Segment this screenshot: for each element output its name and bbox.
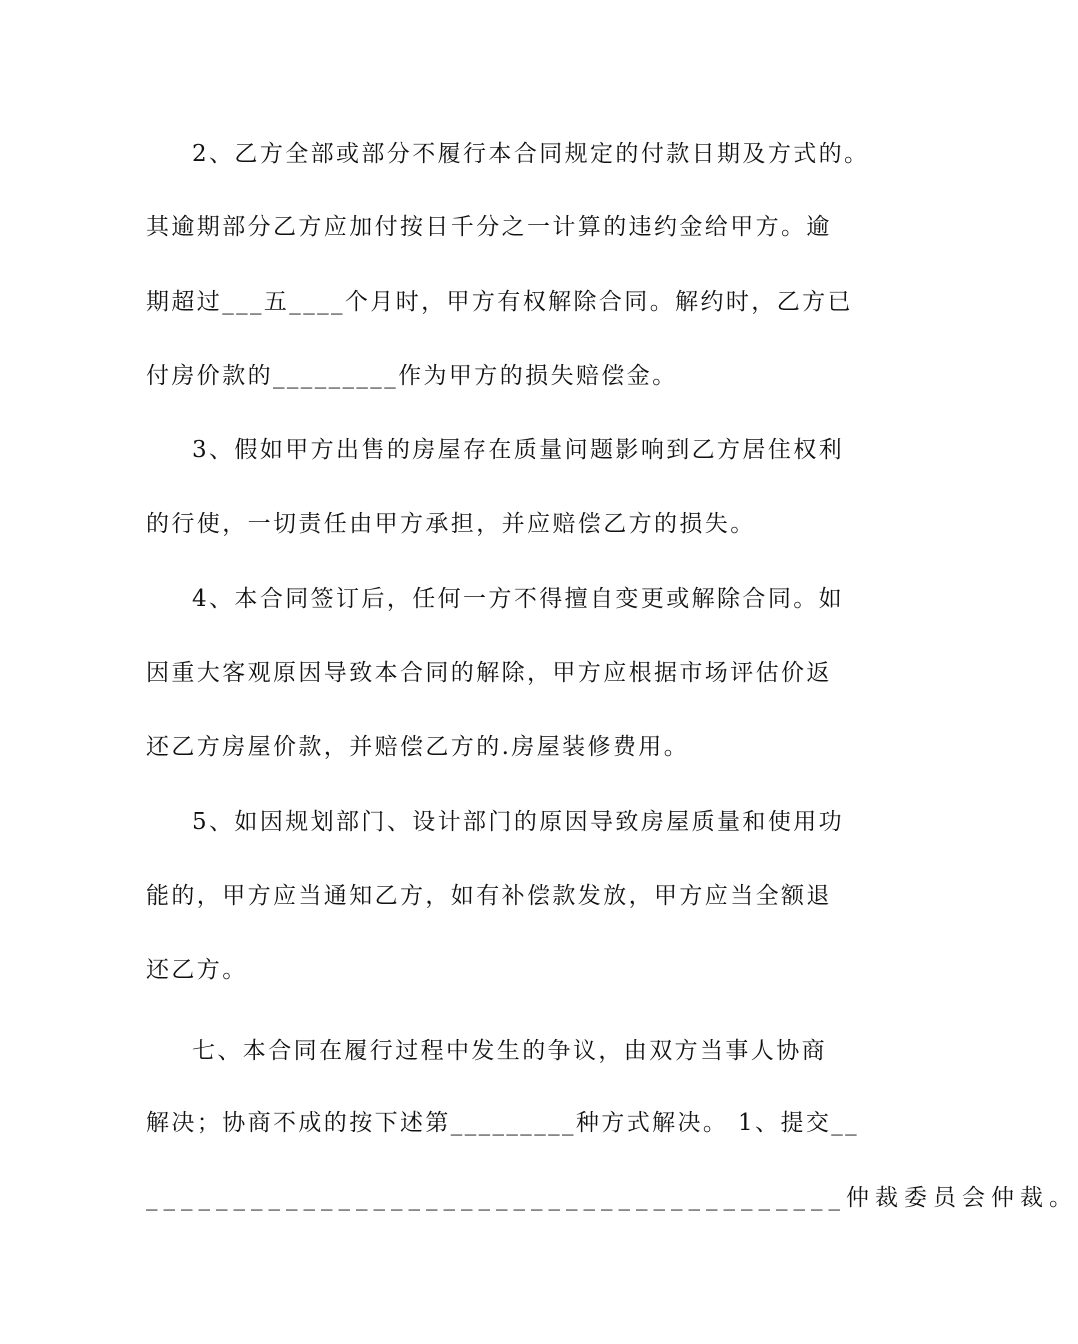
paragraph-line: 解决；协商不成的按下述第_________种方式解决。 1、提交__ — [146, 1110, 860, 1136]
paragraph-line: 期超过___五____个月时，甲方有权解除合同。解约时，乙方已 — [146, 289, 853, 315]
paragraph-line: 其逾期部分乙方应加付按日千分之一计算的违约金给甲方。逾 — [146, 214, 832, 240]
paragraph-line: 还乙方。 — [146, 957, 248, 983]
paragraph-line: 能的，甲方应当通知乙方，如有补偿款发放，甲方应当全额退 — [146, 883, 832, 909]
paragraph-line: 七、本合同在履行过程中发生的争议，由双方当事人协商 — [192, 1038, 827, 1064]
paragraph-line: 的行使，一切责任由甲方承担，并应赔偿乙方的损失。 — [146, 511, 756, 537]
paragraph-line: ________________________________________仲裁委员会仲裁。 — [146, 1185, 1078, 1211]
paragraph-line: 4、本合同签订后，任何一方不得擅自变更或解除合同。如 — [192, 586, 845, 612]
paragraph-line: 还乙方房屋价款，并赔偿乙方的.房屋装修费用。 — [146, 734, 690, 760]
paragraph-line: 因重大客观原因导致本合同的解除，甲方应根据市场评估价返 — [146, 660, 832, 686]
paragraph-line: 5、如因规划部门、设计部门的原因导致房屋质量和使用功 — [192, 809, 845, 835]
paragraph-line: 2、乙方全部或部分不履行本合同规定的付款日期及方式的。 — [192, 141, 870, 167]
paragraph-line: 3、假如甲方出售的房屋存在质量问题影响到乙方居住权利 — [192, 437, 845, 463]
paragraph-line: 付房价款的_________作为甲方的损失赔偿金。 — [146, 363, 678, 389]
